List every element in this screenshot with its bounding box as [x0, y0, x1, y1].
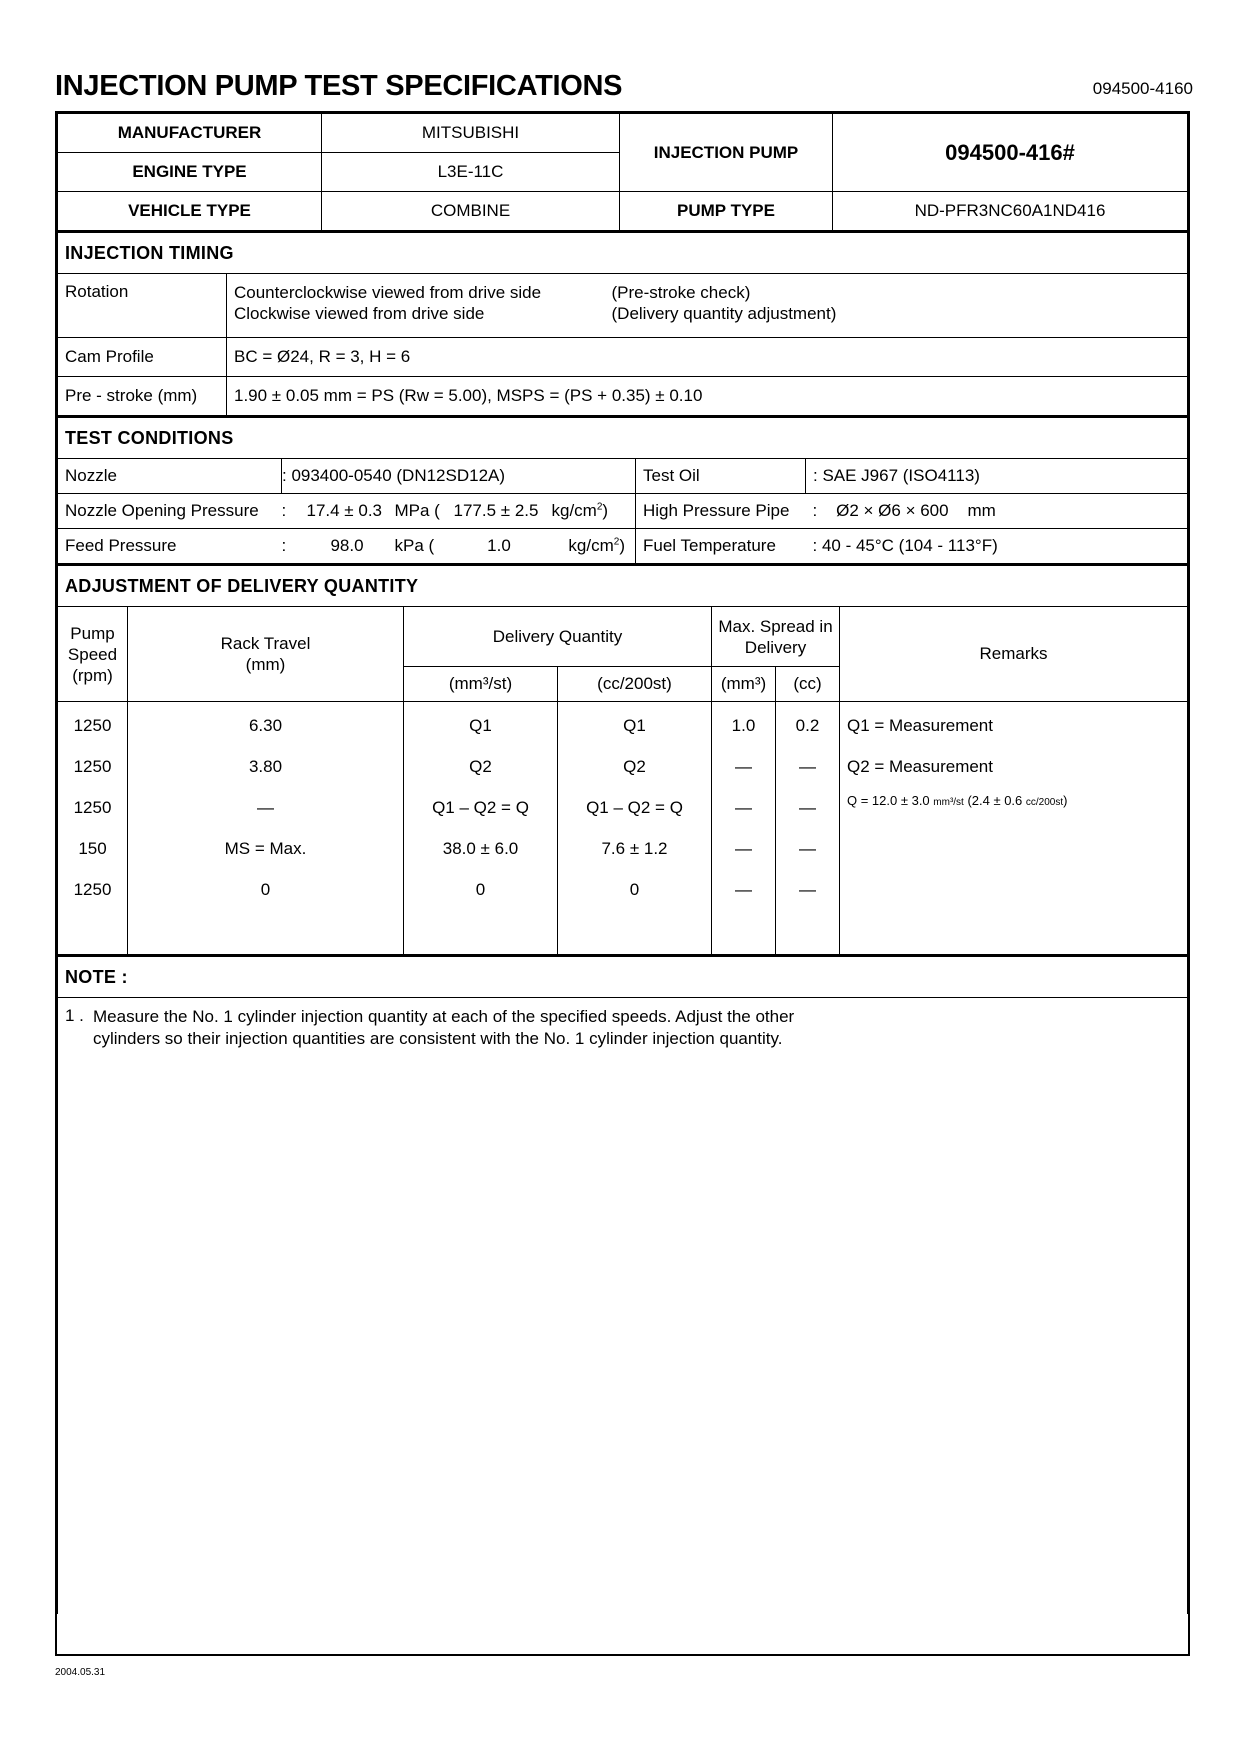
note-item-number: 1 . [65, 1006, 84, 1025]
delivery-cell-remark: Q2 = Measurement [847, 757, 993, 776]
delivery-table [57, 564, 1188, 955]
nop-close: ) [602, 501, 609, 520]
delivery-cell-rack: 3.80 [248, 757, 283, 776]
remark-q-mid: (2.4 ± 0.6 [963, 793, 1026, 808]
note-table [57, 955, 1188, 1614]
remarks-values [840, 702, 1187, 915]
mm3st-values [404, 702, 557, 915]
high-pressure-pipe-value: : Ø2 × Ø6 × 600 mm [806, 494, 1188, 529]
delivery-cell-rack: 0 [260, 880, 271, 899]
delivery-cell-rack: — [257, 798, 274, 817]
engine-type-label: ENGINE TYPE [58, 153, 322, 192]
document-number: 094500-4160 [1092, 79, 1193, 98]
feed-close: ) [619, 536, 625, 555]
delivery-cell-sp-cc: — [799, 880, 816, 899]
delivery-cell-cc200: 7.6 ± 1.2 [601, 839, 668, 858]
delivery-cell-sp-mm3: — [735, 880, 752, 899]
injection-timing-table [57, 231, 1188, 416]
subheader-mm3-st: (mm³/st) [404, 667, 558, 702]
footer-date: 2004.05.31 [55, 1667, 106, 1678]
speed-values [58, 702, 127, 915]
rotation-line2: Clockwise viewed from drive side [234, 304, 485, 323]
delivery-cell-mm3st: Q2 [469, 757, 492, 776]
delivery-cell-speed: 1250 [73, 798, 112, 817]
spread-mm3-column [712, 702, 776, 955]
injection-pump-value: 094500-416# [833, 114, 1188, 192]
delivery-cell-cc200: Q1 – Q2 = Q [586, 798, 683, 817]
pump-type-label: PUMP TYPE [620, 192, 833, 231]
prestroke-value: 1.90 ± 0.05 mm = PS (Rw = 5.00), MSPS = (PS + 0.35) ± 0.10 [227, 377, 1188, 416]
delivery-cell-sp-mm3: 1.0 [731, 716, 756, 735]
feed-unit-text: kg/cm [568, 536, 614, 555]
delivery-cell-remark: Q1 = Measurement [847, 716, 993, 735]
subheader-cc: (cc) [776, 667, 840, 702]
delivery-cell-rack: 6.30 [248, 716, 283, 735]
speed-column [58, 702, 128, 955]
delivery-cell-speed: 1250 [73, 880, 112, 899]
delivery-cell-sp-cc: — [799, 839, 816, 858]
delivery-cell-cc200: Q2 [623, 757, 646, 776]
pump-type-value: ND-PFR3NC60A1ND416 [833, 192, 1188, 231]
nop-colon: : [282, 494, 300, 529]
feed-unit-sup: 2 [613, 536, 620, 548]
delivery-cell-sp-mm3: — [735, 757, 752, 776]
delivery-cell-remark [840, 874, 1187, 915]
nozzle-opening-pressure-label: Nozzle Opening Pressure [58, 494, 282, 529]
remark-q-unit2: cc/200st [1025, 797, 1064, 808]
nozzle-value: : 093400-0540 (DN12SD12A) [282, 459, 636, 494]
delivery-cell-speed: 1250 [73, 716, 112, 735]
delivery-cell-sp-cc: 0.2 [795, 716, 820, 735]
manufacturer-label: MANUFACTURER [58, 114, 322, 153]
max-spread-header: Max. Spread in Delivery [712, 607, 840, 667]
cc200-values [558, 702, 711, 915]
engine-type-value: L3E-11C [322, 153, 620, 192]
nozzle-label: Nozzle [58, 459, 282, 494]
remark-q-unit1: mm³/st [933, 797, 964, 808]
vehicle-type-label: VEHICLE TYPE [58, 192, 322, 231]
high-pressure-pipe-label: High Pressure Pipe [636, 494, 806, 529]
spec-sheet [55, 111, 1190, 1656]
remark-q-main: Q = 12.0 ± 3.0 [847, 793, 934, 808]
injection-timing-heading: INJECTION TIMING [58, 232, 1188, 274]
mm3st-column [404, 702, 558, 955]
prestroke-label: Pre - stroke (mm) [58, 377, 227, 416]
delivery-heading: ADJUSTMENT OF DELIVERY QUANTITY [58, 565, 1188, 607]
rack-values [128, 702, 403, 915]
rotation-note1: (Pre-stroke check) [611, 283, 751, 302]
note-body [58, 998, 1188, 1615]
delivery-cell-cc200: Q1 [623, 716, 646, 735]
cc200-column [558, 702, 712, 955]
test-oil-label: Test Oil [636, 459, 806, 494]
delivery-quantity-header: Delivery Quantity [404, 607, 712, 667]
delivery-cell-speed: 1250 [73, 757, 112, 776]
subheader-cc-200st: (cc/200st) [558, 667, 712, 702]
test-conditions-heading: TEST CONDITIONS [58, 417, 1188, 459]
delivery-cell-sp-mm3: — [735, 839, 752, 858]
delivery-cell-mm3st: Q1 [469, 716, 492, 735]
vehicle-type-value: COMBINE [322, 192, 620, 231]
fuel-temperature-value: : 40 - 45°C (104 - 113°F) [806, 529, 1188, 564]
spread-cc-values [776, 702, 839, 915]
cam-profile-value: BC = Ø24, R = 3, H = 6 [227, 338, 1188, 377]
test-conditions-table [57, 416, 1188, 564]
nop-unit-sup: 2 [596, 501, 603, 513]
header-table [57, 113, 1188, 231]
delivery-cell-sp-cc: — [799, 757, 816, 776]
rack-travel-header: Rack Travel (mm) [128, 607, 404, 702]
fuel-temperature-label: Fuel Temperature [636, 529, 806, 564]
delivery-cell-sp-cc: — [799, 798, 816, 817]
page-title: INJECTION PUMP TEST SPECIFICATIONS [55, 70, 623, 102]
delivery-cell-mm3st: Q1 – Q2 = Q [432, 798, 529, 817]
injection-pump-label: INJECTION PUMP [620, 114, 833, 192]
nop-unit-kgcm2 [552, 494, 636, 529]
feed-unit: kPa ( [395, 529, 447, 564]
delivery-cell-sp-mm3: — [735, 798, 752, 817]
delivery-cell-mm3st: 0 [475, 880, 486, 899]
cam-profile-label: Cam Profile [58, 338, 227, 377]
spread-mm3-values [712, 702, 775, 915]
delivery-cell-rack: MS = Max. [224, 839, 307, 858]
nop-value-kgcm2: 177.5 ± 2.5 [447, 494, 552, 529]
manufacturer-value: MITSUBISHI [322, 114, 620, 153]
pump-speed-header: Pump Speed (rpm) [58, 607, 128, 702]
feed-colon: : [282, 529, 300, 564]
feed-unit-kgcm2 [552, 529, 636, 564]
note-item-text: Measure the No. 1 cylinder injection quantity at each of the specified speeds. Adjust the other cylinders so their injection quantities are consistent with the No. 1 cylinder injection quantity. [93, 1007, 795, 1048]
feed-value: 98.0 [300, 529, 395, 564]
feed-pressure-label: Feed Pressure [58, 529, 282, 564]
feed-value-kgcm2: 1.0 [447, 529, 552, 564]
rotation-line1: Counterclockwise viewed from drive side [234, 283, 542, 302]
nop-unit-text: kg/cm [551, 501, 597, 520]
delivery-cell-remark [840, 833, 1187, 874]
spread-cc-column [776, 702, 840, 955]
rack-column [128, 702, 404, 955]
rotation-note2: (Delivery quantity adjustment) [611, 304, 837, 323]
delivery-cell-mm3st: 38.0 ± 6.0 [442, 839, 519, 858]
test-oil-value: : SAE J967 (ISO4113) [806, 459, 1188, 494]
remarks-column [840, 702, 1188, 955]
delivery-cell-cc200: 0 [629, 880, 640, 899]
remark-q-close: ) [1063, 793, 1068, 808]
remark-q [847, 793, 1194, 808]
rotation-label: Rotation [58, 274, 227, 338]
rotation-values [227, 274, 605, 338]
subheader-mm3: (mm³) [712, 667, 776, 702]
nop-value: 17.4 ± 0.3 [300, 494, 395, 529]
nop-unit: MPa ( [395, 494, 447, 529]
rotation-notes [605, 274, 1188, 338]
note-heading: NOTE : [58, 956, 1188, 998]
delivery-cell-speed: 150 [78, 839, 107, 858]
remarks-header: Remarks [840, 607, 1188, 702]
